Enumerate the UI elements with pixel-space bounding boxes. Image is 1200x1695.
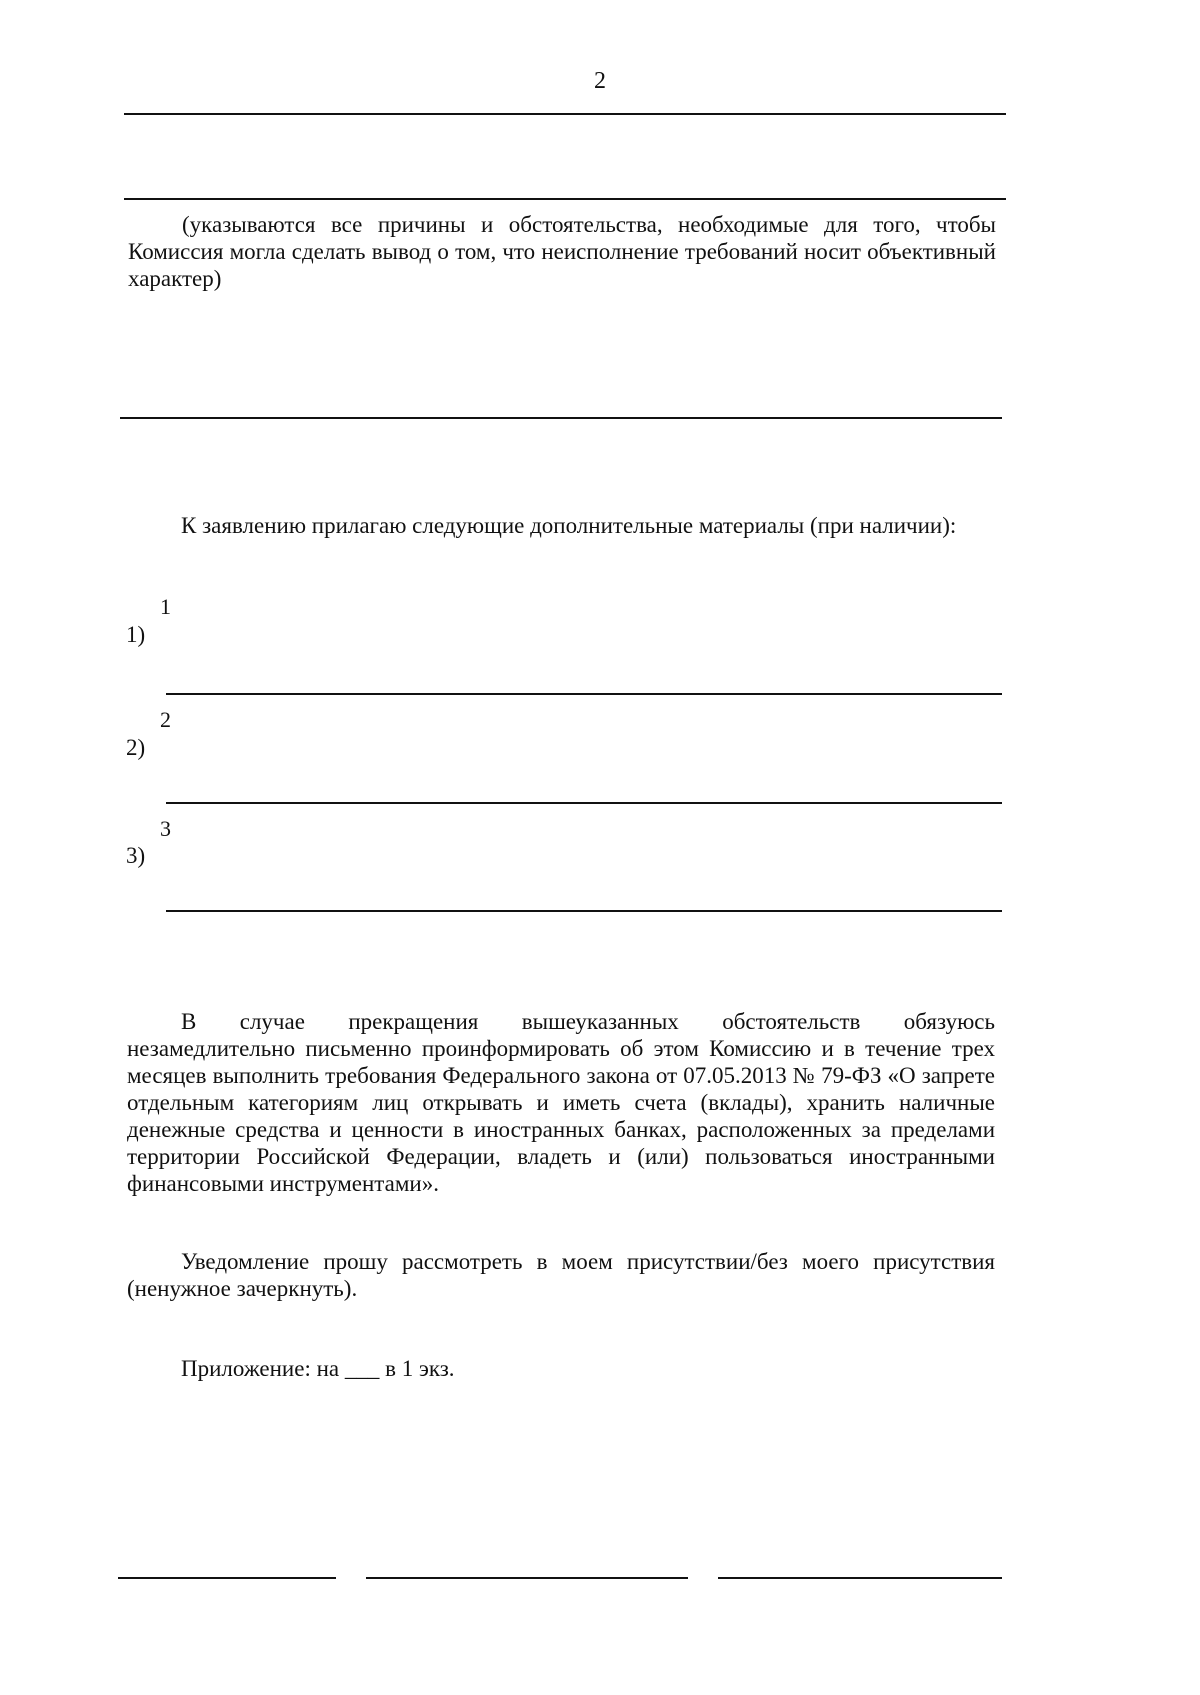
- attachments-intro: К заявлению прилагаю следующие дополнительные материалы (при наличии):: [181, 513, 957, 538]
- reasons-note: [128, 211, 996, 292]
- reasons-note-text: (указываются все причины и обстоятельства, необходимые для того, чтобы Комиссия могла сделать вывод о том, что неисполнение требований носит объективный характер): [128, 212, 996, 291]
- attachment-item-3-line: [166, 910, 1002, 912]
- attachment-item-2-label: 2): [126, 735, 146, 760]
- attachment-item-1-line: [166, 693, 1002, 695]
- blank-line-top-2: [124, 198, 1006, 200]
- obligation-first-line: [127, 1008, 995, 1035]
- blank-line-top-1: [124, 113, 1006, 115]
- obligation-word: обязуюсь: [903, 1009, 995, 1034]
- obligation-rest: незамедлительно письменно проинформировать об этом Комиссию и в течение трех месяцев выполнить требования Федерального закона от 07.05.2013 № 79-ФЗ «О запрете отдельным категориям лиц открывать и иметь счета (вклады), хранить наличные денежные средства и ценности в иностранных банках, расположенных за пределами территории Российской Федерации, владеть и (или) пользоваться иностранными финансовыми инструментами».: [127, 1036, 995, 1196]
- signature-line-name: [718, 1577, 1002, 1579]
- page-number: 2: [594, 68, 606, 94]
- obligation-word: В: [181, 1009, 197, 1034]
- obligation-word: обстоятельств: [722, 1009, 861, 1034]
- signature-line-signature: [366, 1577, 688, 1579]
- signature-line-date: [118, 1577, 336, 1579]
- obligation-word: прекращения: [348, 1009, 479, 1034]
- consideration-paragraph: [127, 1248, 995, 1302]
- attachment-item-2-sup: 2: [160, 707, 171, 732]
- attachment-item-1-label: 1): [126, 622, 146, 647]
- obligation-word: вышеуказанных: [521, 1009, 679, 1034]
- obligation-word: случае: [239, 1009, 305, 1034]
- obligation-paragraph: [127, 1008, 995, 1197]
- consideration-text: Уведомление прошу рассмотреть в моем присутствии/без моего присутствия (ненужное зачеркнуть).: [127, 1249, 995, 1301]
- attachment-item-2-line: [166, 802, 1002, 804]
- blank-line-reasons: [120, 417, 1002, 419]
- attachment-item-3-sup: 3: [160, 816, 171, 841]
- attachment-item-1-sup: 1: [160, 594, 171, 619]
- attachment-item-3-label: 3): [126, 843, 146, 868]
- appendix-line: Приложение: на ___ в 1 экз.: [181, 1356, 455, 1381]
